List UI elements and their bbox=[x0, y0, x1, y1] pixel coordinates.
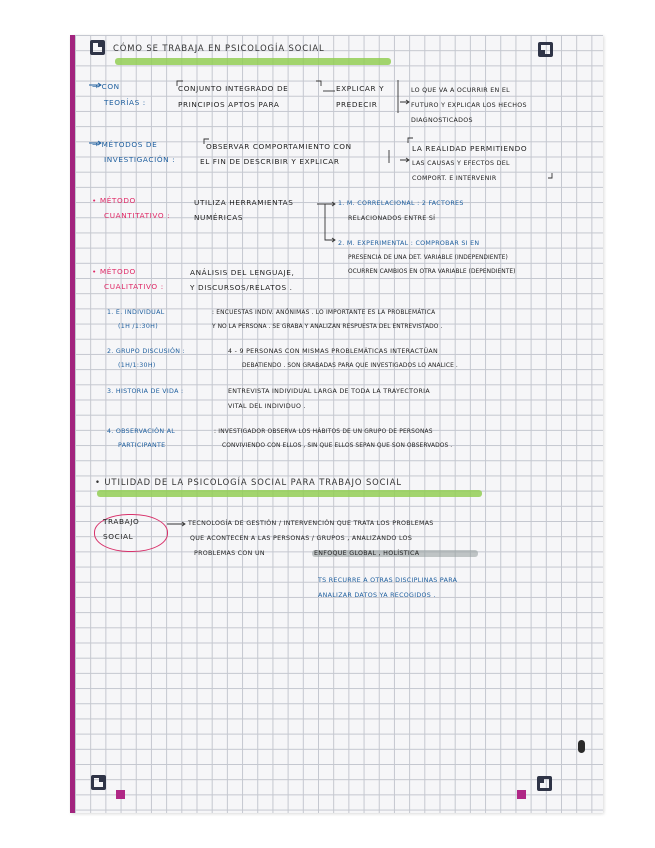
correlacional-line-1: 1. M. CORRELACIONAL : 2 FACTORES bbox=[338, 200, 464, 207]
bracket-mark bbox=[408, 138, 413, 143]
arrow bbox=[167, 522, 185, 526]
cuantitativo-label-1: • MÉTODO bbox=[92, 196, 136, 205]
tecnica-1-desc-1: : ENCUESTAS INDIV. ANÓNIMAS . LO IMPORTANTE ES LA PROBLEMÁTICA bbox=[212, 310, 436, 316]
section2-title: • UTILIDAD DE LA PSICOLOGÍA SOCIAL PARA TRABAJO SOCIAL bbox=[95, 477, 402, 487]
metodos-def-2: EL FIN DE DESCRIBIR Y EXPLICAR bbox=[200, 157, 340, 166]
cualitativo-label-2: CUALITATIVO : bbox=[104, 282, 164, 291]
tecnica-2-desc-2: DEBATIENDO . SON GRABADAS PARA QUE INVESTIGADOS LO ANALICE . bbox=[242, 363, 458, 369]
metodos-result-3: COMPORT. E INTERVENIR bbox=[412, 175, 497, 182]
arrow bbox=[400, 100, 409, 104]
page-title: CÓMO SE TRABAJA EN PSICOLOGÍA SOCIAL bbox=[113, 43, 325, 53]
tecnica-2-desc-1: 4 - 9 PERSONAS CON MISMAS PROBLEMÁTICAS INTERACTÚAN bbox=[228, 348, 438, 355]
metodos-result-2: LAS CAUSAS Y EFECTOS DEL bbox=[412, 160, 510, 167]
tecnica-4-desc-1: : INVESTIGADOR OBSERVA LOS HÁBITOS DE UN GRUPO DE PERSONAS bbox=[214, 429, 433, 435]
bracket-mark bbox=[316, 81, 321, 86]
tecnica-4-desc-2: CONVIVIENDO CON ELLOS , SIN QUE ELLOS SEPAN QUE SON OBSERVADOS . bbox=[222, 443, 453, 449]
tecnica-2-duration: (1H/1:30H) bbox=[118, 362, 156, 369]
con-teorias-def-2: PRINCIPIOS APTOS PARA bbox=[178, 100, 280, 109]
arrow bbox=[89, 83, 101, 87]
arrow bbox=[317, 202, 335, 206]
bracket-mark bbox=[548, 173, 552, 178]
con-teorias-result-2: FUTURO Y EXPLICAR LOS HECHOS bbox=[411, 102, 527, 109]
trabajo-social-desc-1: TECNOLOGÍA DE GESTIÓN / INTERVENCIÓN QUE TRATA LOS PROBLEMAS bbox=[188, 520, 434, 527]
arrow bbox=[325, 204, 335, 242]
experimental-line-1: 2. M. EXPERIMENTAL : COMPROBAR SI EN bbox=[338, 240, 480, 247]
experimental-line-2: PRESENCIA DE UNA DET. VARIABLE (INDEPENDIENTE) bbox=[348, 255, 508, 261]
con-teorias-result-3: DIAGNOSTICADOS bbox=[411, 117, 473, 124]
trabajo-social-note-2: ANALIZAR DATOS YA RECOGIDOS . bbox=[318, 592, 436, 599]
trabajo-social-desc-3b: ENFOQUE GLOBAL , HOLÍSTICA bbox=[314, 550, 420, 557]
tecnica-1-duration: (1H /1:30H) bbox=[118, 323, 158, 330]
tecnica-3-desc-1: ENTREVISTA INDIVIDUAL LARGA DE TODA LA TRAYECTORIA bbox=[228, 388, 430, 395]
con-teorias-result-1: LO QUE VA A OCURRIR EN EL bbox=[411, 87, 510, 94]
con-teorias-mid-2: PREDECIR bbox=[336, 100, 378, 109]
metodos-def-1: OBSERVAR COMPORTAMIENTO CON bbox=[206, 142, 352, 151]
con-teorias-mid-1: EXPLICAR Y bbox=[336, 84, 385, 93]
tecnica-3-desc-2: VITAL DEL INDIVIDUO . bbox=[228, 403, 306, 410]
trabajo-social-label-2: SOCIAL bbox=[103, 532, 134, 541]
cualitativo-def-1: ANÁLISIS DEL LENGUAJE, bbox=[190, 268, 295, 277]
arrow bbox=[400, 158, 409, 162]
tecnica-3-title: 3. HISTORIA DE VIDA : bbox=[107, 388, 184, 395]
trabajo-social-note-1: TS RECURRE A OTRAS DISCIPLINAS PARA bbox=[318, 577, 458, 584]
tecnica-1-title: 1. E. INDIVIDUAL bbox=[107, 309, 165, 316]
cualitativo-def-2: Y DISCURSOS/RELATOS . bbox=[190, 283, 293, 292]
metodos-result-1: LA REALIDAD PERMITIENDO bbox=[412, 144, 528, 153]
tecnica-1-desc-2: Y NO LA PERSONA . SE GRABA Y ANALIZAN RESPUESTA DEL ENTREVISTADO . bbox=[212, 324, 443, 330]
trabajo-social-label-1: TRABAJO bbox=[103, 517, 140, 526]
cuantitativo-def-1: UTILIZA HERRAMIENTAS bbox=[194, 198, 294, 207]
metodos-label-2: INVESTIGACIÓN : bbox=[104, 155, 176, 164]
con-teorias-label-1: → CON bbox=[92, 82, 120, 91]
con-teorias-label-2: TEORÍAS : bbox=[104, 98, 146, 107]
metodos-label-1: → MÉTODOS DE bbox=[92, 140, 158, 149]
con-teorias-def-1: CONJUNTO INTEGRADO DE bbox=[178, 84, 289, 93]
trabajo-social-desc-3a: PROBLEMAS CON UN bbox=[194, 550, 265, 557]
tecnica-2-title: 2. GRUPO DISCUSIÓN : bbox=[107, 348, 185, 355]
correlacional-line-2: RELACIONADOS ENTRE SÍ bbox=[348, 215, 436, 222]
tecnica-4-title: 4. OBSERVACIÓN AL bbox=[107, 428, 176, 435]
tecnica-4-subtitle: PARTICIPANTE bbox=[118, 442, 166, 449]
cuantitativo-def-2: NUMÉRICAS bbox=[194, 213, 244, 222]
experimental-line-3: OCURREN CAMBIOS EN OTRA VARIABLE (DEPENDIENTE) bbox=[348, 269, 516, 275]
trabajo-social-desc-2: QUE ACONTECEN A LAS PERSONAS / GRUPOS , ANALIZANDO LOS bbox=[190, 535, 413, 542]
bracket-mark bbox=[204, 139, 209, 144]
bracket-mark bbox=[177, 81, 183, 86]
arrow bbox=[89, 141, 101, 145]
cuantitativo-label-2: CUANTITATIVO : bbox=[104, 211, 171, 220]
cualitativo-label-1: • MÉTODO bbox=[92, 267, 136, 276]
